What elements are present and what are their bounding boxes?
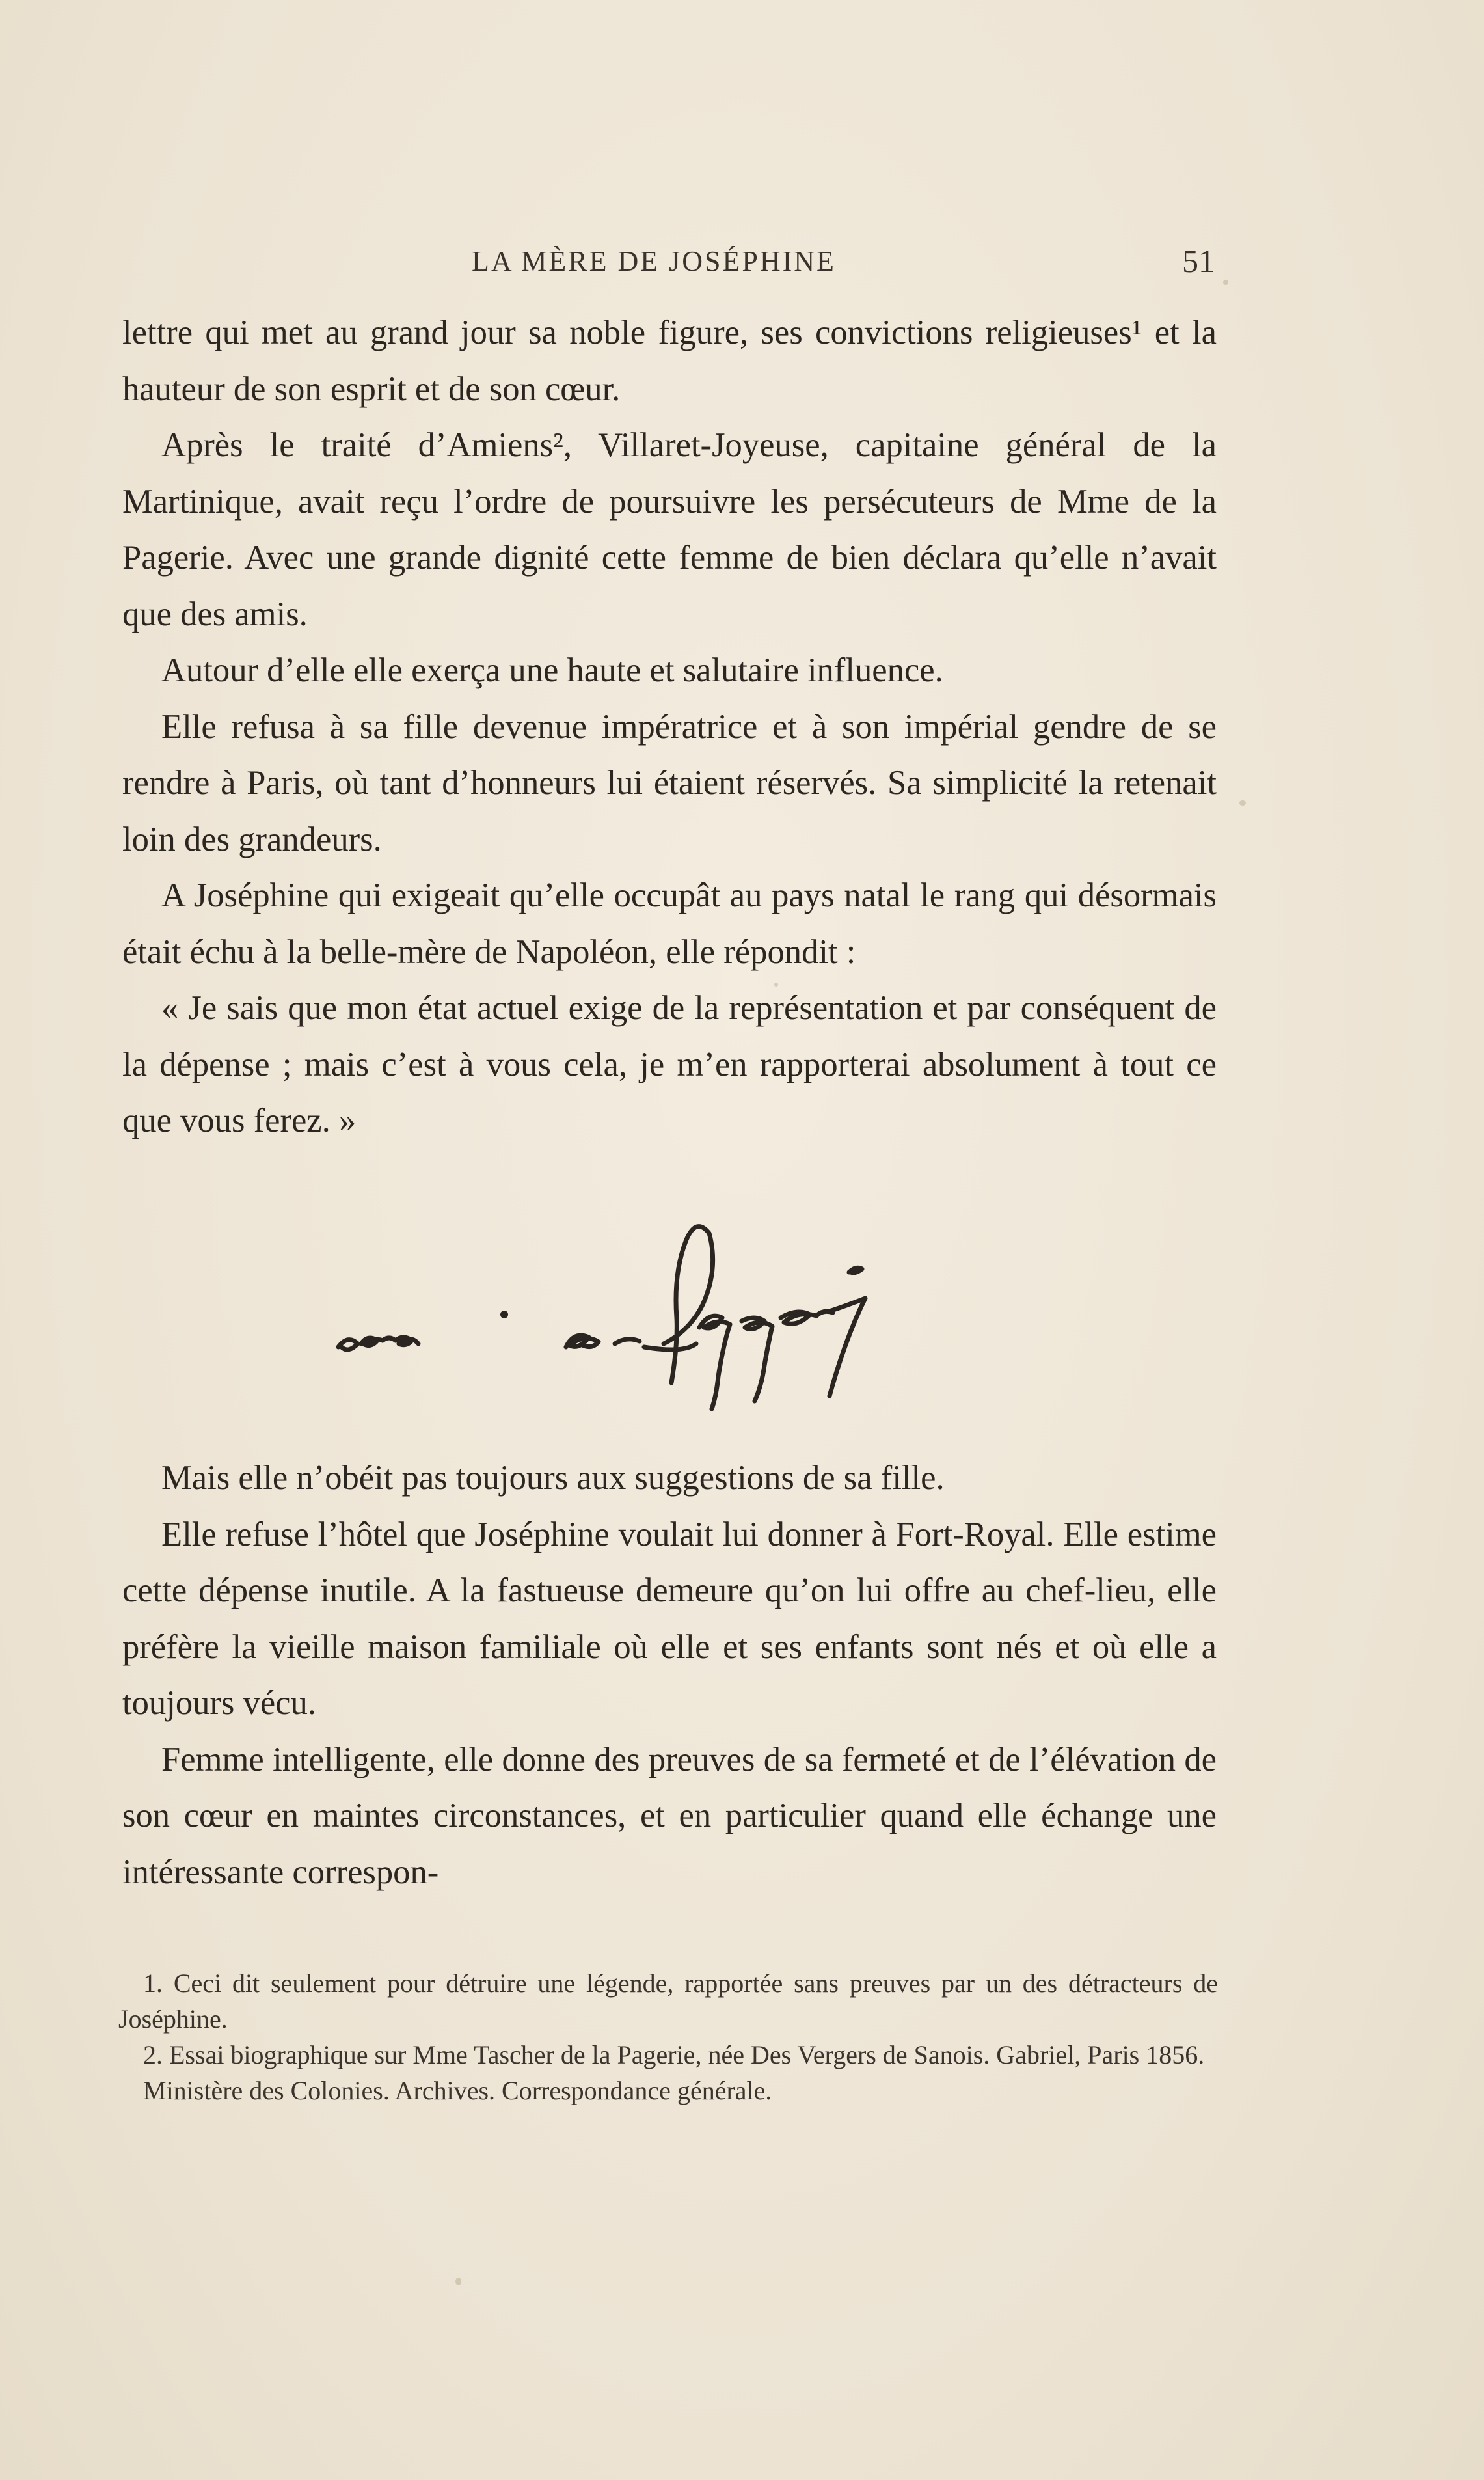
paper-spot: [1223, 280, 1228, 285]
running-head: LA MÈRE DE JOSÉPHINE: [472, 245, 836, 277]
footnote: 1. Ceci dit seulement pour détruire une légende, rapportée sans preuves par un des détracteurs de Joséphine.: [118, 1969, 1218, 2034]
footnote: Ministère des Colonies. Archives. Correspondance générale.: [143, 2076, 772, 2105]
paragraph: Femme intelligente, elle donne des preuves de sa fermeté et de l’élévation de son cœur en maintes circonstances, et en particulier quand elle échange une intéressante correspon-: [122, 1740, 1217, 1891]
quotation: « Je sais que mon état actuel exige de la représentation et par conséquent de la dépense ; mais c’est à vous cela, je m’en rapporterai absolument à tout ce que vous ferez. »: [122, 989, 1217, 1139]
paragraph: A Joséphine qui exigeait qu’elle occupât au pays natal le rang qui désormais était échu à la belle-mère de Napoléon, elle répondit :: [122, 877, 1217, 971]
footnote: 2. Essai biographique sur Mme Tascher de la Pagerie, née Des Vergers de Sanois. Gabriel, Paris 1856.: [143, 2040, 1205, 2069]
footnotes: [118, 1965, 1218, 2108]
page-number: 51: [1182, 243, 1215, 279]
paper-spot: [455, 2278, 461, 2285]
paragraph: Après le traité d’Amiens², Villaret-Joyeuse, capitaine général de la Martinique, avait reçu l’ordre de poursuivre les persécuteurs de Mme de la Pagerie. Avec une grande dignité cette femme de bien déclara qu’elle n’avait que des amis.: [122, 426, 1217, 633]
paragraph: Autour d’elle elle exerça une haute et salutaire influence.: [161, 651, 943, 689]
page-header: [120, 239, 1220, 285]
paragraph: Elle refusa à sa fille devenue impératrice et à son impérial gendre de se rendre à Paris, où tant d’honneurs lui étaient réservés. Sa simplicité la retenait loin des grandeurs.: [122, 707, 1217, 858]
paper-spot: [1239, 800, 1246, 806]
paragraph: Elle refuse l’hôtel que Joséphine voulait lui donner à Fort-Royal. Elle estime cette dépense inutile. A la fastueuse demeure qu’on lui offre au chef-lieu, elle préfère la vieille maison familiale où elle et ses enfants sont nés et où elle a toujours vécu.: [122, 1515, 1217, 1722]
paragraph: lettre qui met au grand jour sa noble figure, ses convictions religieuses¹ et la hauteur de son esprit et de son cœur.: [122, 314, 1217, 408]
body-text-top: [122, 305, 1217, 1149]
body-text-bottom: [122, 1450, 1217, 1900]
paragraph: Mais elle n’obéit pas toujours aux suggestions de sa fille.: [161, 1459, 945, 1497]
handwritten-signature: [325, 1217, 1041, 1432]
